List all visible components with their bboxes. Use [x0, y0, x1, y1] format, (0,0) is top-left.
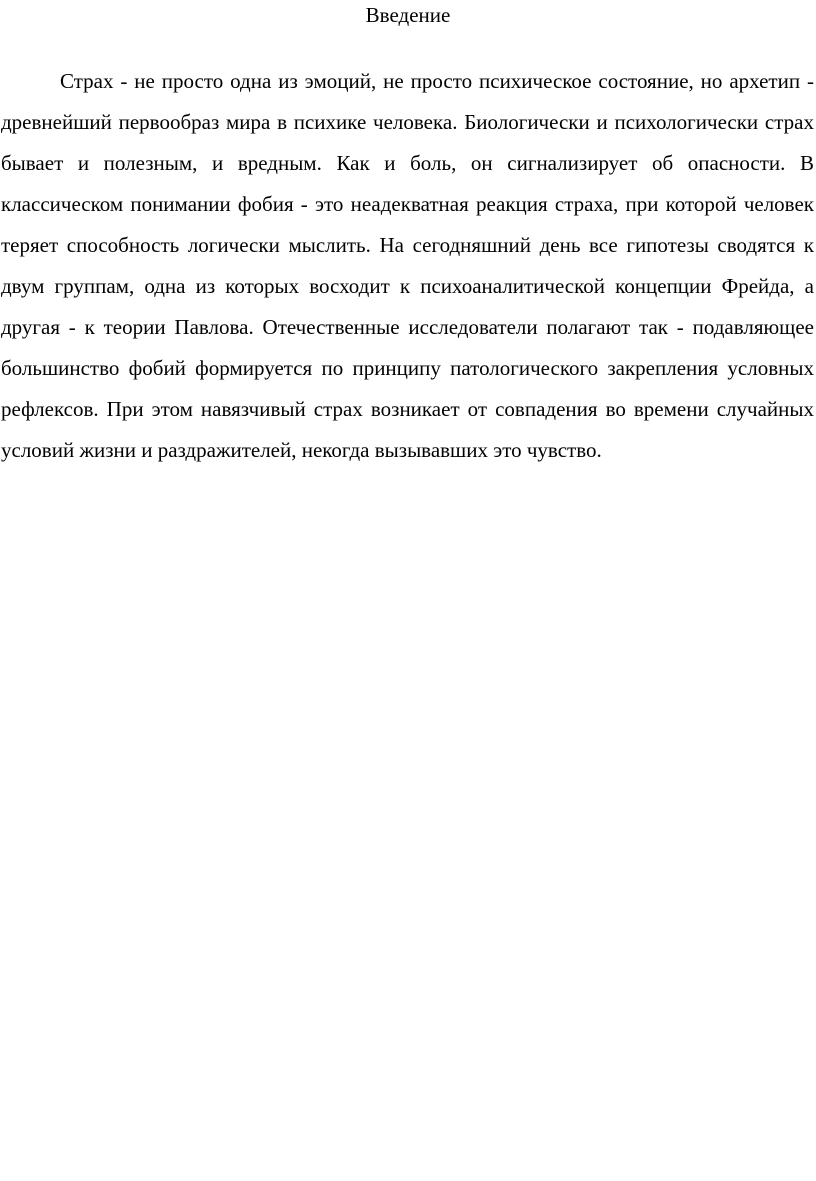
body-paragraph: Страх - не просто одна из эмоций, не просто психическое состояние, но архетип - древнейший первообраз мира в психике человека. Биологически и психологически страх бывает и полезным, и вредным. Как и боль, он сигнализирует об опасности. В классическом понимании фобия - это неадекватная реакция страха, при которой человек теряет способность логически мыслить. На сегодняшний день все гипотезы сводятся к двум группам, одна из которых восходит к психоаналитической концепции Фрейда, а другая - к теории Павлова. Отечественные исследователи полагают так - подавляющее большинство фобий формируется по принципу патологического закрепления условных рефлексов. При этом навязчивый страх возникает от совпадения во времени случайных условий жизни и раздражителей, некогда вызывавших это чувство.	[1, 69, 814, 462]
page-title: Введение	[365, 3, 451, 27]
